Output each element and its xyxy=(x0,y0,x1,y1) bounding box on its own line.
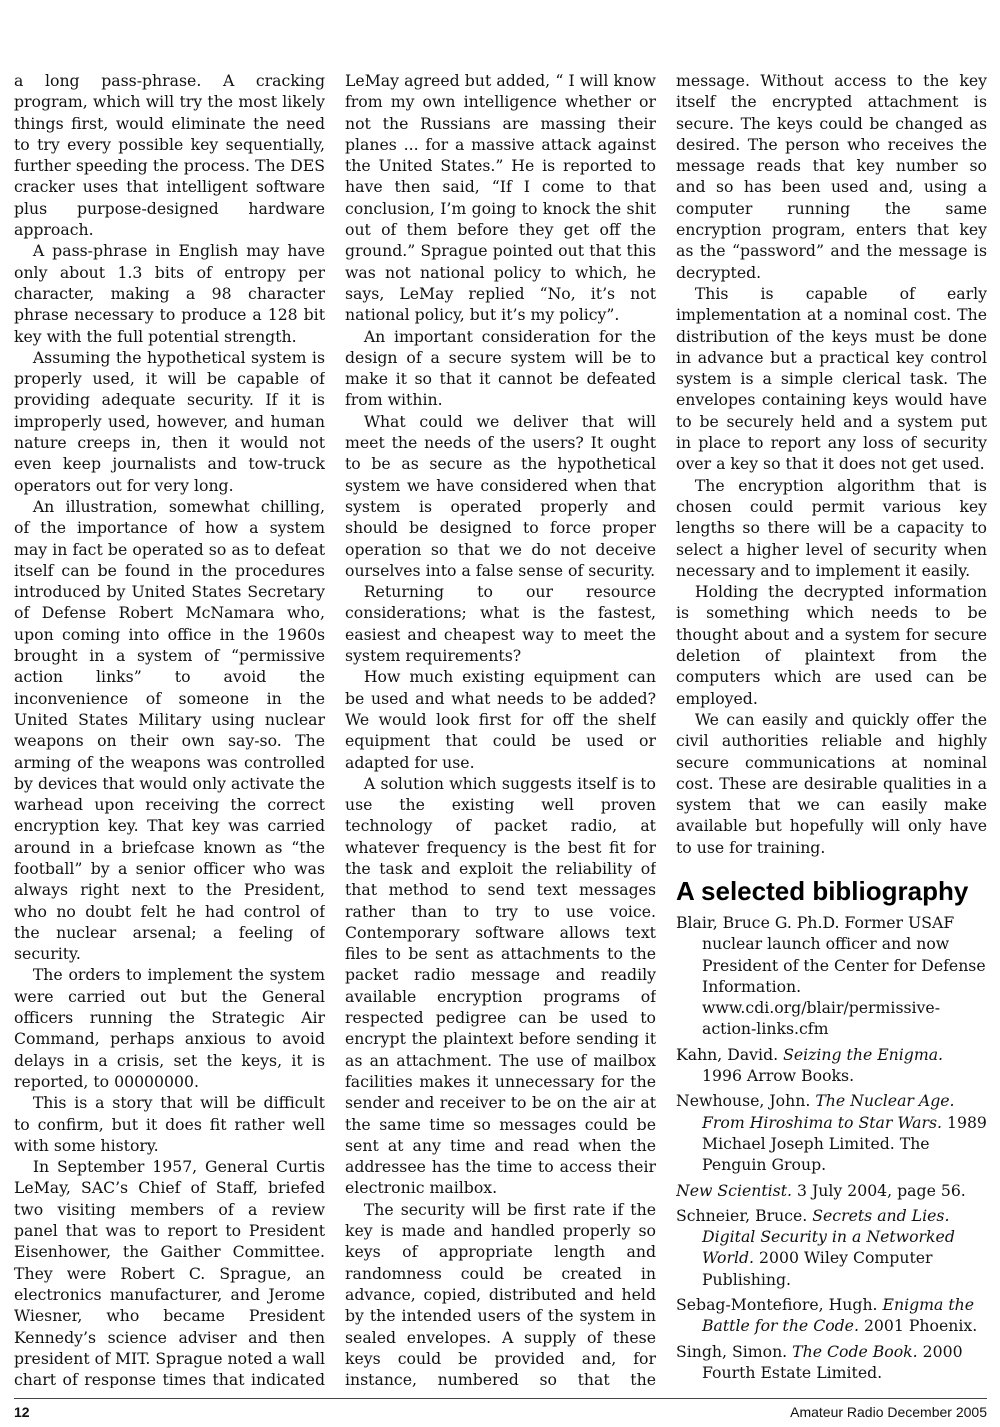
paragraph: LeMay agreed but added, “ I will know from my own intelligence whether or not the Russians are massing their planes ... for a massive attack against the United States.” He is reported to have then said, “If I come to that conclusion, I’m going to knock the shit out of them before they get off the ground.” Sprague pointed out that this was not national policy to which, he says, LeMay replied “No, it’s not national policy, but it’s my policy”. xyxy=(345,71,656,325)
paragraph: An important consideration for the design of a secure system will be to make it so that it cannot be defeated from within. xyxy=(345,326,656,410)
paragraph: The security will be first rate if the key is made and handled properly so keys of appropriate length and randomness could be created in advance, copied, distributed and held by the intended users of the system in sealed envelopes. A supply of these keys could be provided and, for instance, numbered so that the xyxy=(345,1199,656,1388)
column-3-body xyxy=(676,70,987,858)
bibliography-entry-title: New Scientist. xyxy=(676,1180,793,1200)
paragraph: What could we deliver that will meet the needs of the users? It ought to be as secure as the hypothetical system we have considered when that system is operated properly and should be designed to force proper operation so that we do not deceive ourselves into a false sense of security. xyxy=(345,411,656,580)
paragraph: This is capable of early implementation at a nominal cost. The distribution of the keys must be done in advance but a practical key control system is a simple clerical task. The envelopes containing keys would have to be securely held and a system put in place to report any loss of security over a key so that it does not get used. xyxy=(676,283,987,474)
bibliography-entry-text: 2001 Phoenix. xyxy=(858,1316,978,1336)
bibliography-entry-text: Schneier, Bruce. xyxy=(676,1205,813,1225)
bibliography-entry xyxy=(676,1341,987,1384)
paragraph: message. Without access to the key itself the encrypted attachment is secure. The keys could be changed as desired. The person who receives the message reads that key number so and so has been used and, using a computer running the same encryption program, enters that key as the “password” and the message is decrypted. xyxy=(676,71,987,282)
paragraph: In September 1957, General Curtis LeMay, SAC’s Chief of Staff, briefed two visiting members of a review panel that was to report to President Eisenhower, the Gaither Committee. They were Robert C. Sprague, an electronics manufacturer, and Jerome Wiesner, who became President Kennedy’s science adviser and then president of MIT. Sprague noted a wall chart of response times that indicated xyxy=(14,1157,325,1388)
page-footer xyxy=(14,1404,987,1420)
bibliography-entry xyxy=(676,1044,987,1087)
publication-info: Amateur Radio December 2005 xyxy=(790,1404,987,1420)
footer-rule xyxy=(14,1398,987,1399)
text-column-3 xyxy=(676,70,987,1388)
bibliography-entry-title: Enigma the Battle for the Code. xyxy=(702,1295,975,1336)
paragraph: A solution which suggests itself is to use the existing well proven technology of packet radio, at whatever frequency is the best fit for the task and exploit the reliability of that method to send text messages rather than to try to use voice. Contemporary software allows text files to be sent as attachments to the packet radio message and readily available encryption programs of respected pedigree can be used to encrypt the plaintext before sending it as an attachment. The use of mailbox facilities makes it unnecessary for the sender and receiver to be on the air at the same time so messages could be sent at any time and read when the addressee has the time to access their electronic mailbox. xyxy=(345,773,656,1198)
paragraph: A pass-phrase in English may have only about 1.3 bits of entropy per character, making a 98 character phrase necessary to produce a 128 bit key with the full potential strength. xyxy=(14,241,325,346)
bibliography-entry-text: 2000 Fourth Estate Limited. xyxy=(702,1341,963,1382)
bibliography-entry-text: 2000 Wiley Computer Publishing. xyxy=(702,1248,933,1289)
bibliography-entry-title: The Code Book. xyxy=(792,1341,918,1361)
text-column-1 xyxy=(14,70,325,1388)
bibliography-entry-title: Secrets and Lies. Digital Security in a Networked World. xyxy=(702,1205,955,1268)
bibliography-entry-title: The Nuclear Age. From Hiroshima to Star Wars. xyxy=(702,1091,955,1132)
bibliography-entry-title: Seizing the Enigma. xyxy=(783,1044,944,1064)
bibliography-entry xyxy=(676,1180,987,1201)
paragraph: The encryption algorithm that is chosen could permit various key lengths so there will be a capacity to select a higher level of security when necessary and to implement it easily. xyxy=(676,475,987,580)
bibliography-section xyxy=(676,876,987,1388)
bibliography-entry xyxy=(676,1294,987,1337)
bibliography-entry-text: 3 July 2004, page 56. xyxy=(792,1180,966,1200)
paragraph: This is a story that will be difficult to confirm, but it does fit rather well with some history. xyxy=(14,1093,325,1155)
paragraph: The orders to implement the system were carried out but the General officers running the Strategic Air Command, perhaps anxious to avoid delays in a crisis, set the keys, it is reported, to 00000000. xyxy=(14,965,325,1091)
bibliography-entry-text: 1989 Michael Joseph Limited. The Penguin Group. xyxy=(702,1112,987,1175)
paragraph: Assuming the hypothetical system is properly used, it will be capable of providing adequate security. If it is improperly used, however, and human nature creeps in, then it would not even keep journalists and tow-truck operators out for very long. xyxy=(14,347,325,495)
paragraph: How much existing equipment can be used and what needs to be added? We would look first for off the shelf equipment that could be used or adapted for use. xyxy=(345,667,656,772)
bibliography-entry-text: Singh, Simon. xyxy=(676,1341,793,1361)
bibliography-entry-text: Blair, Bruce G. Ph.D. Former USAF nuclear launch officer and now President of the Center for Defense Information. www.cdi.org/blair/permissive-action-links.cfm xyxy=(676,912,986,1039)
bibliography-list xyxy=(676,912,987,1388)
bibliography-entry-text: 1996 Arrow Books. xyxy=(702,1066,855,1086)
paragraph: We can easily and quickly offer the civil authorities reliable and highly secure communications at nominal cost. These are desirable qualities in a system that we can easily make available but hopefully will only have to use for training. xyxy=(676,709,987,857)
bibliography-heading: A selected bibliography xyxy=(676,875,969,906)
bibliography-entry xyxy=(676,1387,987,1388)
bibliography-entry-text: Sebag-Montefiore, Hugh. xyxy=(676,1295,883,1315)
paragraph: An illustration, somewhat chilling, of the importance of how a system may in fact be operated so as to defeat itself can be found in the procedures introduced by United States Secretary of Defense Robert McNamara who, upon coming into office in the 1960s brought in a system of “permissive action links” to avoid the inconvenience of someone in the United States Military using nuclear weapons on their own say-so. The arming of the weapons was controlled by devices that would only activate the warhead upon receiving the correct encryption key. That key was carried around in a briefcase known as “the football” by a senior officer who was always right next to the President, who no doubt felt he had control of the nuclear arsenal; a feeling of security. xyxy=(14,496,325,964)
paragraph: Holding the decrypted information is something which needs to be thought about and a system for secure deletion of plaintext from the computers which are used can be employed. xyxy=(676,582,987,708)
paragraph: Returning to our resource considerations; what is the fastest, easiest and cheapest way to meet the system requirements? xyxy=(345,582,656,666)
bibliography-entry-text: Newhouse, John. xyxy=(676,1091,816,1111)
bibliography-entry-text: Kahn, David. xyxy=(676,1044,784,1064)
bibliography-entry xyxy=(676,1205,987,1290)
paragraph: a long pass-phrase. A cracking program, which will try the most likely things first, would eliminate the need to try every possible key sequentially, further speeding the process. The DES cracker uses that intelligent software plus purpose-designed hardware approach. xyxy=(14,71,325,240)
bibliography-entry xyxy=(676,1090,987,1175)
page-number: 12 xyxy=(14,1404,30,1420)
bibliography-entry xyxy=(676,912,987,1040)
text-column-2 xyxy=(345,70,656,1388)
